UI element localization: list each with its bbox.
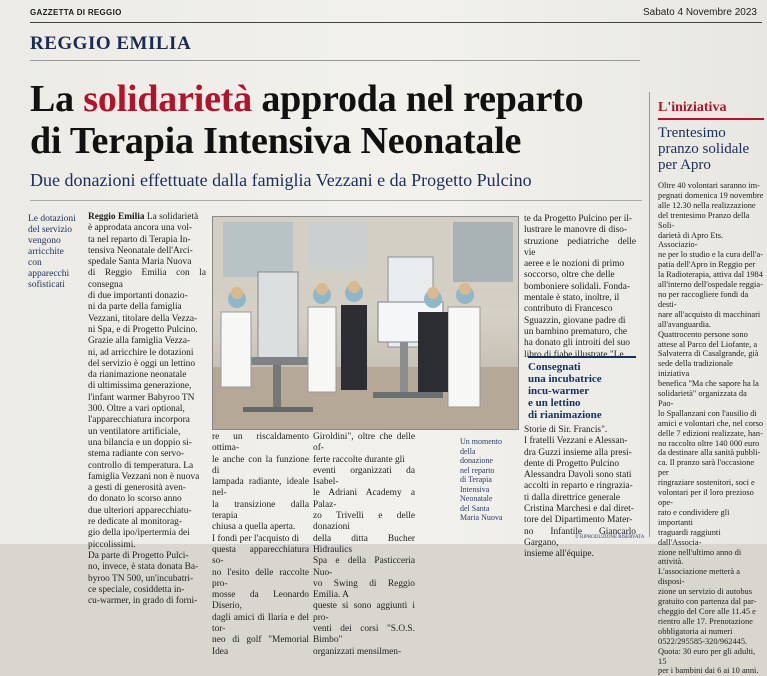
sidebar-label-rule (658, 118, 764, 120)
column-text-line: vo Swing di Reggio Emilia. A (313, 578, 415, 601)
headline-highlight: solidarietà (83, 78, 253, 120)
column-text-line: l'apparecchiatura incorpora (88, 415, 190, 426)
column-text-line: di ultimissima generazione, (88, 381, 192, 392)
column-text-line: la transizione dalla terapia (212, 499, 309, 522)
column-text-line: della ditta Bucher Hidraulics (313, 533, 415, 555)
sidebar-text-line: zione un servizio di autobus (658, 587, 752, 597)
sidebar-text-line: rientro alle 17. Prenotazione (658, 616, 753, 626)
column-text-line: re un riscaldamento ottima- (212, 432, 309, 454)
column-text-line: te da Progetto Pulcino per il- (524, 214, 633, 224)
caption-line: del Santa (460, 503, 490, 513)
sidebar-text-line: L'associazione metterà a disposi- (658, 567, 740, 587)
column-text-line: zo Trivelli e delle donazioni (313, 511, 415, 533)
column-text-line: byroo TN 500, un'incubatri- (88, 573, 194, 584)
box-title-line: e un lettino (528, 397, 581, 409)
column-text-line: dagli amici di Ilaria e del tor- (212, 612, 309, 635)
sidebar-text-line: attese al Parco del Liofante, a (658, 339, 758, 349)
column-text-line: no Infantile Giancarlo Gargano, (524, 526, 636, 548)
sidebar-text-line: zione nell'ultimo anno di attività. (658, 547, 742, 567)
subhead-rule (30, 200, 642, 201)
caption-line: di Terapia (460, 475, 492, 484)
column-text-line: 300. Oltre a vari optional, (88, 404, 185, 415)
column-text-line: aeree e le nozioni di primo (524, 259, 625, 270)
article-column-4a (524, 214, 636, 361)
caption-line: Maria Nuova (460, 513, 503, 522)
sidebar-text-line: Quattrocento persone sono (658, 329, 748, 339)
box-title-line: Consegnati (528, 361, 581, 373)
column-text-line: ha donato gli introiti del suo (524, 338, 630, 349)
box-title-line: una incubatrice (528, 373, 602, 385)
sidebar (658, 100, 764, 676)
subheadline: Due donazioni effettuate dalla famiglia Vezzani e da Progetto Pulcino (30, 170, 532, 190)
column-text-line: bomboniere solidali. Fonda- (524, 281, 630, 292)
highlight-box (528, 356, 636, 421)
column-text-line: ni da parte della famiglia (88, 302, 182, 313)
article-column-2 (212, 432, 309, 658)
column-text-line: libro di fiabe illustrate "Le (524, 349, 624, 360)
column-text-line: famiglia Vezzani non è nuova (88, 471, 200, 482)
photo-donation-ward (212, 216, 519, 430)
pull-quote-line: apparecchi (28, 269, 70, 279)
sidebar-text-line: all'avanguardia. (658, 319, 711, 329)
column-text-line: queste si sono aggiunti i pro- (313, 601, 415, 623)
column-text-line: eventi organizzati da Isabel- (313, 465, 415, 488)
sidebar-text-line: da destinare alla sanità pubbli- (658, 448, 761, 458)
column-text-line: una bilancia e un doppio si- (88, 437, 192, 448)
column-text-line: un ventilatore artificiale, (88, 426, 181, 437)
column-text-line: Storie di Sir. Francis". (524, 425, 608, 435)
column-text-line: dente di Progetto Pulcino (524, 458, 620, 469)
pull-quote-line: Le dotazioni (28, 214, 76, 224)
column-text-line: spedale Santa Maria Nuova (88, 257, 192, 268)
column-text-line: un bambino prematuro, che (524, 326, 628, 337)
caption-line: Neonatale (460, 494, 493, 503)
column-text-line: stema radiante con servo- (88, 449, 185, 460)
article-column-3 (313, 432, 415, 658)
sidebar-text-line: all'interno dell'ospedale reggia- (658, 280, 763, 290)
sidebar-text-line: volontari per il loro prezioso ope- (658, 488, 754, 507)
column-text-line: chiusa a quella aperta. (212, 522, 296, 533)
column-text-line: Grazie alla famiglia Vezza- (88, 336, 191, 347)
masthead-name: GAZZETTA DI REGGIO (30, 8, 122, 17)
column-text-line: no l'esito delle raccolte pro- (212, 567, 309, 589)
column-text-line: le anche con la funzione di (212, 454, 309, 476)
pull-quote (28, 214, 80, 291)
sidebar-title-line: pranzo solidale (658, 141, 750, 157)
column-text-line: mosse da Leonardo Diserio, (212, 590, 309, 612)
dateline: Reggio Emilia (88, 212, 145, 222)
column-text-line: re dedicate al monitorag- (88, 517, 182, 528)
column-text-line: Alessandra Davoli sono stati (524, 470, 632, 481)
pull-quote-line: vengono (28, 236, 61, 246)
column-text-line: le Adriani Academy a Palaz- (313, 488, 415, 510)
sidebar-text-line: Oltre 40 volontari saranno im- (658, 181, 760, 190)
sidebar-text-line: rato e condividere gli importanti (658, 507, 730, 527)
column-text-line: struzione pediatriche delle vie (524, 236, 636, 258)
pull-quote-line: arricchite (28, 247, 64, 257)
sidebar-text-line: no raccolto oltre 140 000 euro (658, 438, 760, 448)
column-text-line: soccorso, oltre che delle (524, 270, 615, 281)
caption-line: donazione (460, 456, 493, 465)
column-text-line: I fondi per l'acquisto di (212, 533, 300, 544)
column-text-line: lustrare le manovre di diso- (524, 225, 628, 236)
column-text-line: gio della ipo/ipertermia dei (88, 528, 190, 539)
caption-line: nel reparto (460, 465, 495, 475)
photo-caption (460, 437, 515, 523)
top-rule (30, 22, 762, 23)
sidebar-title-line: Trentesimo (658, 125, 726, 141)
sidebar-text-line: ringraziare sostenitori, soci e (658, 478, 755, 488)
sidebar-text-line: traguardi raggiunti dall'Associa- (658, 527, 721, 547)
column-text-line: mentale è stato, inoltre, il (524, 293, 620, 304)
sidebar-text-line: sede della tradizionale iniziativa (658, 359, 733, 379)
section-rule (30, 60, 640, 61)
sidebar-text-line: lo Spallanzani con l'ausilio di (658, 408, 757, 418)
column-text-line: no, invece, è stata donata Ba- (88, 562, 199, 573)
column-text-line: due ulteriori apparecchiatu- (88, 505, 192, 516)
column-text-line: questa apparecchiatura so- (212, 544, 309, 567)
column-text-line: cu-warmer, in grado di forni- (88, 596, 198, 607)
box-title (528, 361, 636, 421)
sidebar-text-line: ne per lo studio e la cura dell'a- (658, 250, 763, 260)
headline-line2: di Terapia Intensiva Neonatale (30, 120, 522, 162)
sidebar-label: L'iniziativa (658, 100, 727, 115)
headline (30, 78, 660, 162)
sidebar-text-line: del trentesimo Pranzo della Soli- (658, 210, 750, 230)
sidebar-text-line: Quota: 30 euro per gli adulti, 15 (658, 646, 756, 666)
column-text-line: Cristina Marchesi e dal diret- (524, 504, 634, 515)
sidebar-divider (649, 92, 650, 537)
column-text-line: insieme all'équipe. (524, 549, 594, 560)
column-text-line: accolti in reparto e ringrazia- (524, 481, 633, 492)
column-text-line: da rianimazione neonatale (88, 370, 187, 381)
column-text-line: Giroldini", oltre che delle of- (313, 432, 415, 454)
section-label: REGGIO EMILIA (30, 33, 192, 54)
column-text-line: organizzati mensilmen- (313, 646, 402, 657)
column-text-line: contributo di Francesco (524, 304, 613, 315)
column-text-line: lampada radiante, ideale nel- (212, 477, 309, 499)
column-text-line: piccolissimi. (88, 539, 136, 550)
sidebar-text-line: delle 7 edizioni realizzate, han- (658, 428, 763, 438)
sidebar-text-line: no per raccogliere fondi da desti- (658, 289, 749, 309)
column-text-line: ta nel reparto di Terapia In- (88, 234, 191, 245)
sidebar-text-line: cheggio del Core alle 11.45 e (658, 606, 756, 616)
sidebar-text-line: gratuito con partenza dal par- (658, 597, 757, 607)
caption-line: Intensiva (460, 484, 490, 494)
sidebar-text-line: pegnati domenica 19 novembre (658, 190, 764, 200)
sidebar-text-line: Salvaterra di Casalgrande, già (658, 349, 759, 359)
sidebar-text-line: patia dell'Apro in Reggio per (658, 260, 756, 270)
column-text-line: tore del Dipartimento Mater- (524, 515, 633, 526)
column-text-line: ti dalla direttrice generale (524, 492, 621, 503)
box-title-line: di rianimazione (528, 409, 602, 421)
sidebar-title-line: per Apro (658, 157, 711, 173)
column-text-line: del servizio è oggi un lettino (88, 358, 196, 369)
pull-quote-line: del servizio (28, 225, 73, 235)
sidebar-text-line: benefica "Ma che sapore ha la (658, 379, 759, 389)
column-text-line: tensiva Neonatale dell'Arci- (88, 245, 193, 256)
box-title-line: incu-warmer (528, 385, 590, 397)
sidebar-text-line: la Radioterapia, attiva dal 1984 (658, 270, 763, 280)
sidebar-text-line: ca. Il pranzo sarà l'occasione per (658, 458, 755, 478)
column-text-line: do donato lo scorso anno (88, 494, 182, 505)
column-text-line: di Reggio Emilia con la consegna (88, 268, 206, 290)
column-text-line: Da parte di Progetto Pulci- (88, 550, 189, 561)
article-column-1 (88, 212, 206, 607)
sidebar-text-line: obbligatoria ai numeri (658, 626, 733, 636)
masthead-date: Sabato 4 Novembre 2023 (643, 7, 757, 18)
column-text-line: venti dei corsi "S.O.S. Bimbo" (313, 624, 415, 646)
sidebar-title (658, 125, 764, 173)
column-text-line: Vezzani, titolare della Vezza- (88, 313, 198, 324)
sidebar-text-line: nare all'acquisto di macchinari (658, 309, 761, 319)
sidebar-text-line: 0522/295585-320/962445. (658, 636, 748, 646)
column-text-line: neo di golf "Memorial Idea (212, 635, 309, 657)
sidebar-text-line: amici e volontari che, nel corso (658, 418, 764, 428)
column-text-line: di due importanti donazio- (88, 291, 188, 302)
pull-quote-line: sofisticati (28, 280, 65, 290)
caption-line: della (460, 446, 476, 456)
sidebar-text-line: alle 12.30 nella realizzazione (658, 200, 756, 210)
column-text-line: La solidarietà (146, 212, 199, 222)
column-text-line: a gesti di generosità aven- (88, 483, 186, 494)
column-text-line: l'infant warmer Babyroo TN (88, 392, 195, 403)
column-text-line: ni, ad arricchire le dotazioni (88, 347, 194, 358)
headline-part2: approda nel reparto (252, 78, 584, 120)
sidebar-text-line: darietà di Apro Ets. Associazio- (658, 230, 724, 250)
column-text-line: dra Guzzi insieme alla presi- (524, 447, 632, 458)
column-text-line: ce speciale, cosiddetta in- (88, 584, 185, 595)
sidebar-text-line: per i bambini dai 6 ai 10 anni. (658, 666, 759, 676)
column-text-line: Sguazzin, giovane padre di (524, 315, 626, 326)
sidebar-text (658, 181, 764, 676)
column-text-line: è approdata ancora una vol- (88, 223, 193, 234)
headline-part1: La (30, 78, 84, 120)
sidebar-text-line: solidarietà" organizzata da Pao- (658, 389, 747, 408)
column-text-line: ferte raccolte durante gli (313, 454, 405, 465)
column-text-line: ni Spa, e di Progetto Pulcino. (88, 324, 198, 335)
column-text-line: controllo di temperatura. La (88, 460, 194, 471)
column-text-line: Spa e della Pasticceria Nuo- (313, 556, 415, 578)
copyright-note: © RIPRODUZIONE RISERVATA (575, 535, 645, 540)
caption-line: Un momento (460, 437, 502, 446)
pull-quote-line: con (28, 258, 42, 268)
column-text-line: I fratelli Vezzani e Alessan- (524, 436, 628, 447)
